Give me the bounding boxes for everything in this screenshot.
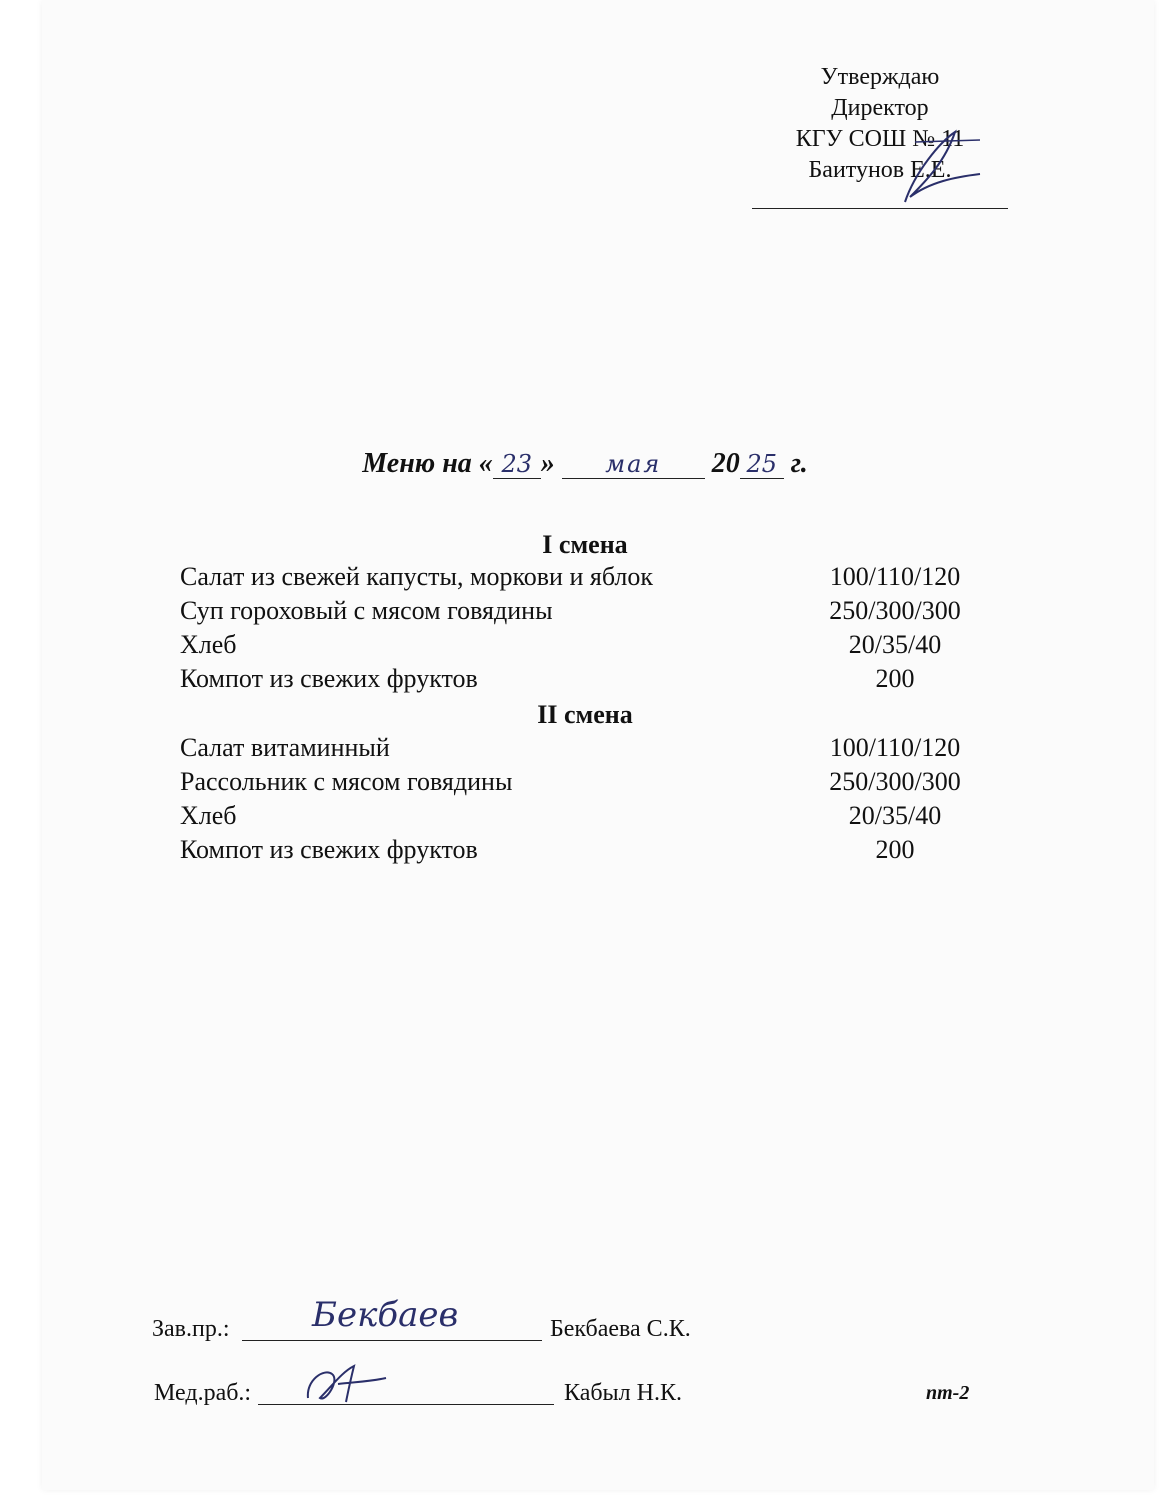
shift-1-heading: I смена	[542, 530, 628, 559]
approval-organization: КГУ СОШ № 11	[795, 126, 965, 152]
menu-row	[180, 562, 980, 596]
portion-size: 20/35/40	[848, 630, 942, 659]
dish-name: Хлеб	[180, 801, 237, 830]
head-signature-text: Бекбаев	[312, 1295, 459, 1335]
dish-name: Салат из свежей капусты, моркови и яблок	[180, 562, 654, 591]
menu-row	[180, 801, 980, 835]
dish-name: Компот из свежих фруктов	[180, 835, 478, 864]
portion-size: 20/35/40	[848, 801, 942, 830]
title-year-prefix: 20	[711, 448, 740, 479]
director-signature	[885, 122, 995, 212]
portion-size: 250/300/300	[829, 596, 961, 625]
portion-size: 250/300/300	[829, 767, 961, 796]
approval-director-name: Баитунов Е.Е.	[808, 157, 952, 183]
title-prefix: Меню на «	[362, 448, 493, 479]
portion-size: 200	[875, 835, 915, 864]
menu-row	[180, 767, 980, 801]
page-code: пт-2	[926, 1382, 970, 1404]
medical-worker-signature-row	[154, 1380, 714, 1420]
title-year-suffix: 25	[740, 450, 784, 479]
dish-name: Суп гороховый с мясом говядины	[180, 596, 553, 625]
menu-row	[180, 630, 980, 664]
head-name: Бекбаева С.К.	[550, 1316, 691, 1342]
dish-name: Рассольник с мясом говядины	[180, 767, 513, 796]
med-name: Кабыл Н.К.	[564, 1380, 682, 1406]
dish-name: Салат витаминный	[180, 733, 390, 762]
head-label: Зав.пр.:	[152, 1316, 230, 1342]
title-mid: »	[540, 448, 555, 479]
med-signature	[302, 1358, 392, 1410]
med-label: Мед.раб.:	[154, 1380, 252, 1406]
approval-title: Утверждаю	[820, 64, 940, 90]
title-suffix: г.	[790, 448, 808, 479]
dish-name: Компот из свежих фруктов	[180, 664, 478, 693]
portion-size: 200	[875, 664, 915, 693]
dish-name: Хлеб	[180, 630, 237, 659]
title-day: 23	[493, 450, 541, 479]
head-signature	[302, 1286, 502, 1346]
menu-row	[180, 733, 980, 767]
menu-row	[180, 835, 980, 869]
menu-row	[180, 596, 980, 630]
menu-row	[180, 664, 980, 698]
portion-size: 100/110/120	[829, 562, 961, 591]
title-month: мая	[562, 450, 705, 479]
head-of-production-signature-row	[152, 1295, 712, 1356]
approval-position: Директор	[831, 95, 929, 121]
shift-2-heading: II смена	[537, 700, 633, 729]
portion-size: 100/110/120	[829, 733, 961, 762]
menu-title	[0, 448, 1170, 480]
